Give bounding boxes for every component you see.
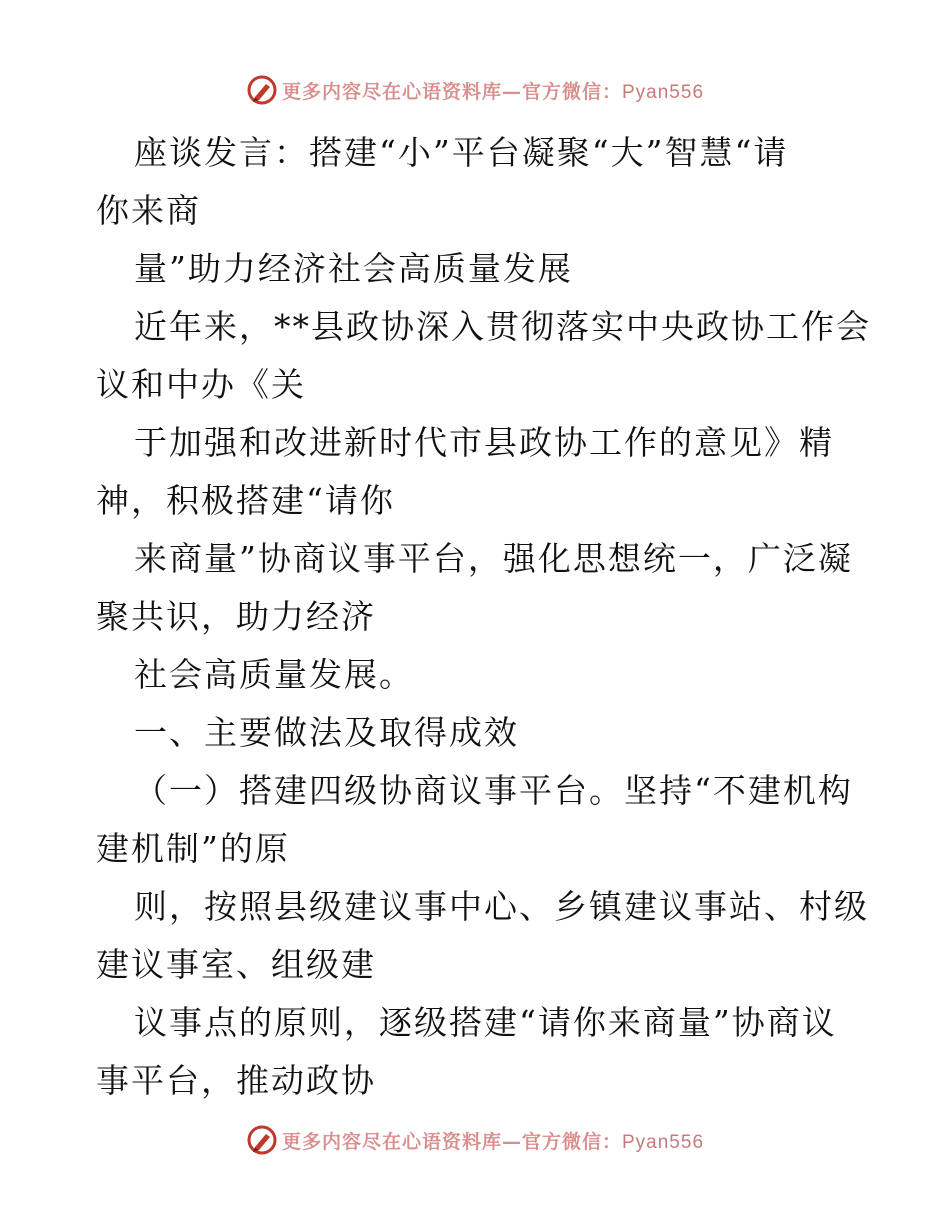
pen-logo-icon — [246, 1124, 278, 1156]
document-body — [96, 124, 871, 1110]
banner-text: 更多内容尽在心语资料库—官方微信：Pyan556 — [281, 80, 705, 103]
text-line: 座谈发言：搭建“小”平台凝聚“大”智慧“请 — [134, 133, 789, 172]
text-line: 来商量”协商议事平台，强化思想统一，广泛凝 — [134, 539, 853, 578]
text-line: 社会高质量发展。 — [134, 655, 414, 694]
text-line: 建机制”的原 — [96, 829, 290, 868]
text-line: 神，积极搭建“请你 — [96, 481, 395, 520]
text-line: 议和中办《关 — [96, 365, 306, 404]
text-line: 一、主要做法及取得成效 — [134, 713, 519, 752]
text-line: 于加强和改进新时代市县政协工作的意见》精 — [134, 423, 834, 462]
text-line: 量”助力经济社会高质量发展 — [134, 249, 573, 288]
pen-logo-icon — [246, 74, 278, 106]
text-line: （一）搭建四级协商议事平台。坚持“不建机构 — [134, 771, 853, 810]
text-line: 近年来，**县政协深入贯彻落实中央政协工作会 — [134, 307, 871, 346]
banner-text: 更多内容尽在心语资料库—官方微信：Pyan556 — [281, 1130, 705, 1153]
text-line: 议事点的原则，逐级搭建“请你来商量”协商议 — [134, 1003, 837, 1042]
text-line: 建议事室、组级建 — [96, 945, 376, 984]
banner-wechat-id: Pyan556 — [622, 81, 705, 103]
text-line: 聚共识，助力经济 — [96, 597, 376, 636]
footer-banner — [0, 1120, 950, 1160]
banner-wechat-id: Pyan556 — [622, 1131, 705, 1153]
text-line: 事平台，推动政协 — [96, 1061, 376, 1100]
text-line: 你来商 — [96, 191, 201, 230]
text-line: 则，按照县级建议事中心、乡镇建议事站、村级 — [134, 887, 869, 926]
header-banner — [0, 70, 950, 110]
